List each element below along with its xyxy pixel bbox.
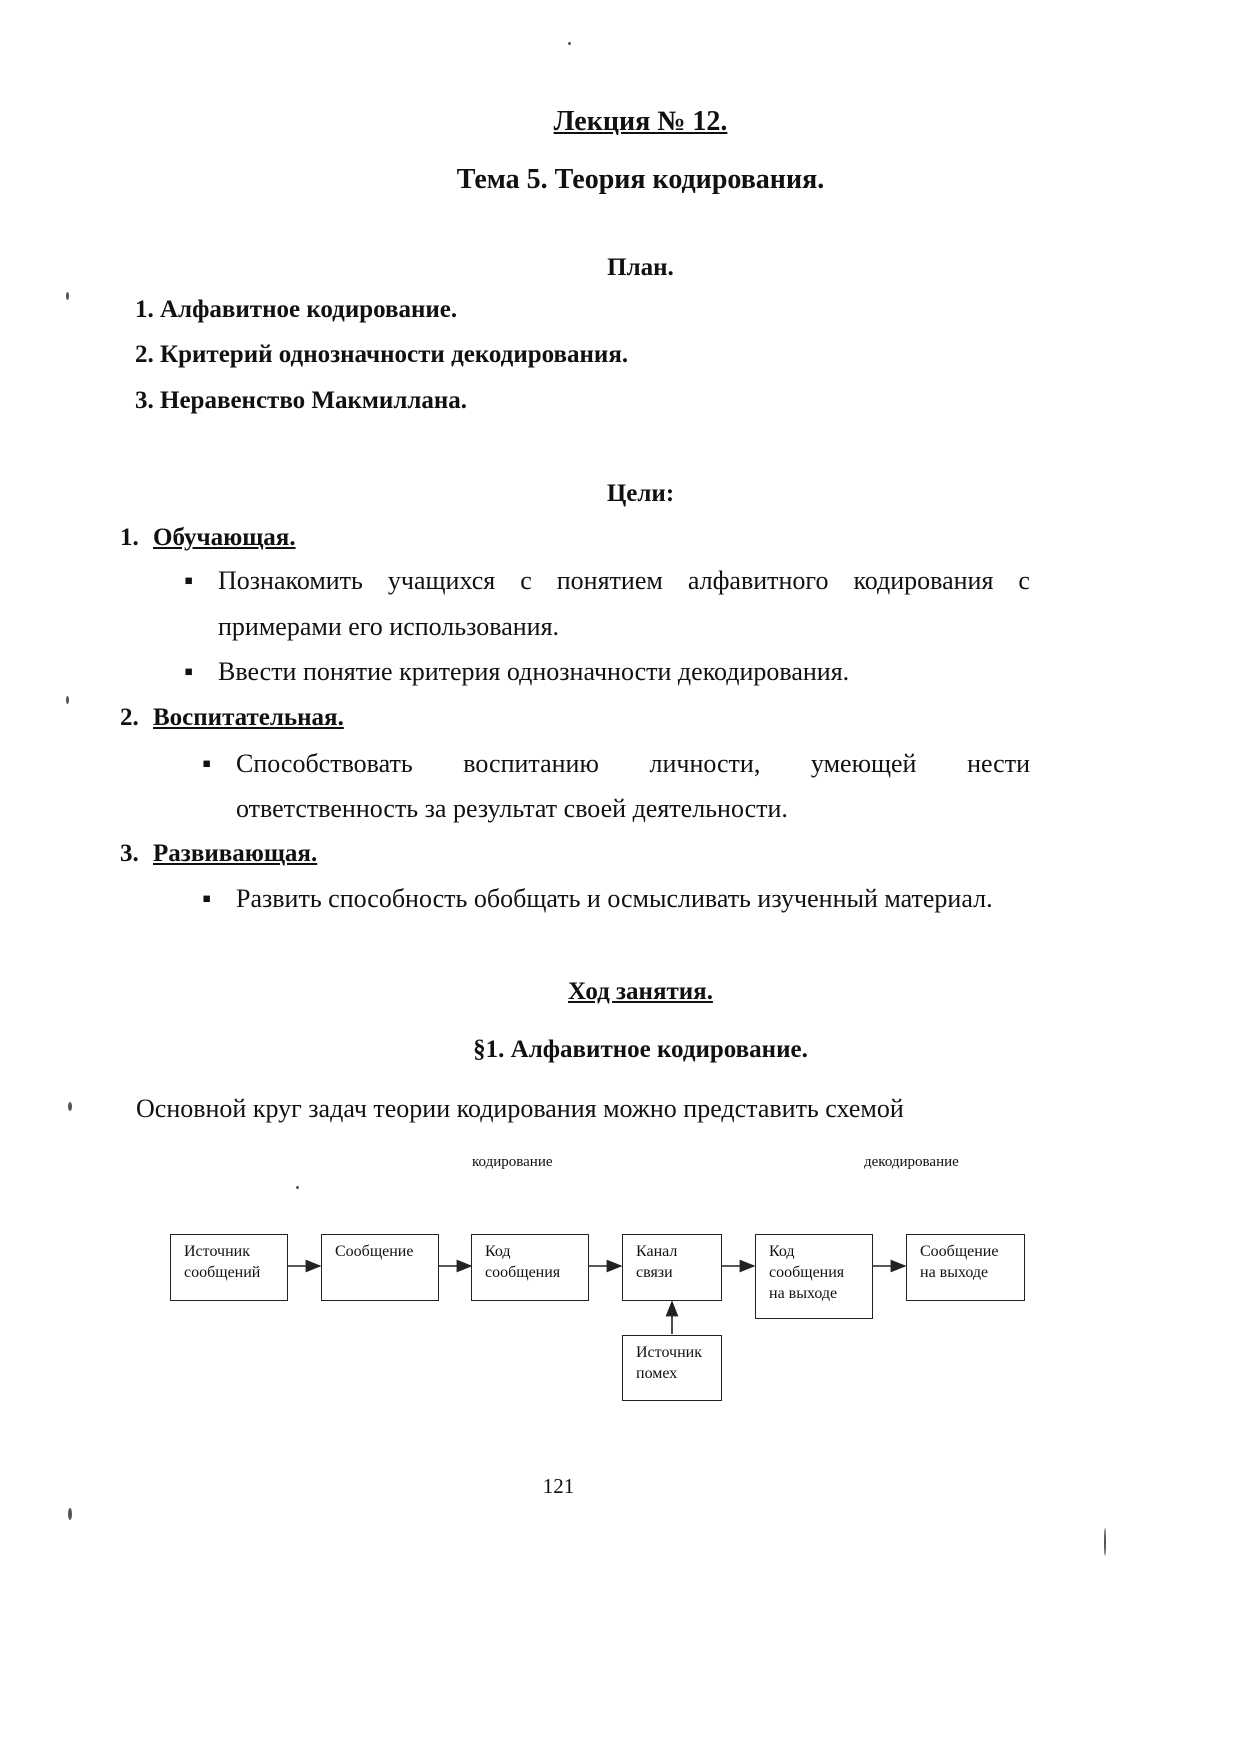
bullet-text: Ввести понятие критерия однозначности декодирования. <box>218 657 850 686</box>
goal-2-bullet-1-line <box>236 749 1030 779</box>
bullet-text: Развить способность обобщать и осмысливать изученный материал. <box>236 884 993 913</box>
word: умеющей <box>810 749 917 778</box>
box-code: Код сообщения <box>471 1234 589 1301</box>
goal-2-bullet-1-cont: ответственность за результат своей деятельности. <box>236 794 788 823</box>
word: с <box>1018 566 1030 595</box>
scan-speck <box>68 1102 72 1111</box>
plan-item-3: 3. Неравенство Макмиллана. <box>135 387 468 414</box>
word: нести <box>967 749 1030 778</box>
goal-2-heading <box>120 704 344 732</box>
plan-heading: План. <box>607 254 674 281</box>
goal-1-bullet-2 <box>184 657 849 687</box>
goal-2-number: 2. <box>120 704 139 731</box>
plan-item-2: 2. Критерий однозначности декодирования. <box>135 341 629 368</box>
word: личности, <box>649 749 761 778</box>
page-number: 121 <box>542 1474 575 1498</box>
scan-speck <box>66 292 69 300</box>
label-decoding: декодирование <box>864 1154 959 1170</box>
topic-title: Тема 5. Теория кодирования. <box>456 164 825 195</box>
intro-paragraph: Основной круг задач теории кодирования можно представить схемой <box>136 1094 904 1123</box>
word: Способствовать <box>236 749 413 778</box>
course-heading <box>12 978 1257 1006</box>
box-noise: Источник помех <box>622 1335 722 1401</box>
scan-speck <box>296 1186 299 1189</box>
bullet-square-icon: ▪ <box>202 884 212 913</box>
bullet-square-icon: ▪ <box>184 657 194 686</box>
word: алфавитного <box>687 566 829 595</box>
box-message: Сообщение <box>321 1234 439 1301</box>
word: Познакомить <box>218 566 363 595</box>
goal-1-bullet-1-line <box>218 566 1030 596</box>
goal-2-bullet-1 <box>202 749 1030 779</box>
course-heading-text: Ход занятия. <box>568 978 713 1005</box>
box-message-out: Сообщение на выходе <box>906 1234 1025 1301</box>
section-1-title: §1. Алфавитное кодирование. <box>473 1036 808 1063</box>
goal-1-heading <box>120 524 296 552</box>
scan-speck <box>1104 1528 1106 1556</box>
box-source: Источник сообщений <box>170 1234 288 1301</box>
word: с <box>520 566 532 595</box>
bullet-square-icon: ▪ <box>202 749 212 778</box>
plan-item-1: 1. Алфавитное кодирование. <box>135 296 458 323</box>
goal-3-number: 3. <box>120 840 139 867</box>
bullet-square-icon: ▪ <box>184 566 194 595</box>
word: учащихся <box>387 566 496 595</box>
goal-1-number: 1. <box>120 524 139 551</box>
box-channel: Канал связи <box>622 1234 722 1301</box>
box-code-out: Код сообщения на выходе <box>755 1234 873 1319</box>
goals-heading: Цели: <box>606 480 675 507</box>
word: воспитанию <box>463 749 599 778</box>
scan-speck <box>68 1508 72 1520</box>
goal-1-label: Обучающая. <box>153 524 296 551</box>
goal-1-bullet-1 <box>184 566 1030 596</box>
scan-speck <box>66 696 69 704</box>
goal-1-bullet-1-cont: примерами его использования. <box>218 612 560 641</box>
goal-2-label: Воспитательная. <box>153 704 344 731</box>
word: кодирования <box>853 566 994 595</box>
goal-3-label: Развивающая. <box>153 840 318 867</box>
goal-3-heading <box>120 840 317 868</box>
goal-3-bullet-1 <box>202 884 993 914</box>
lecture-title: Лекция № 12. <box>553 106 728 137</box>
scan-speck <box>568 42 571 45</box>
word: понятием <box>556 566 663 595</box>
label-encoding: кодирование <box>472 1154 553 1170</box>
